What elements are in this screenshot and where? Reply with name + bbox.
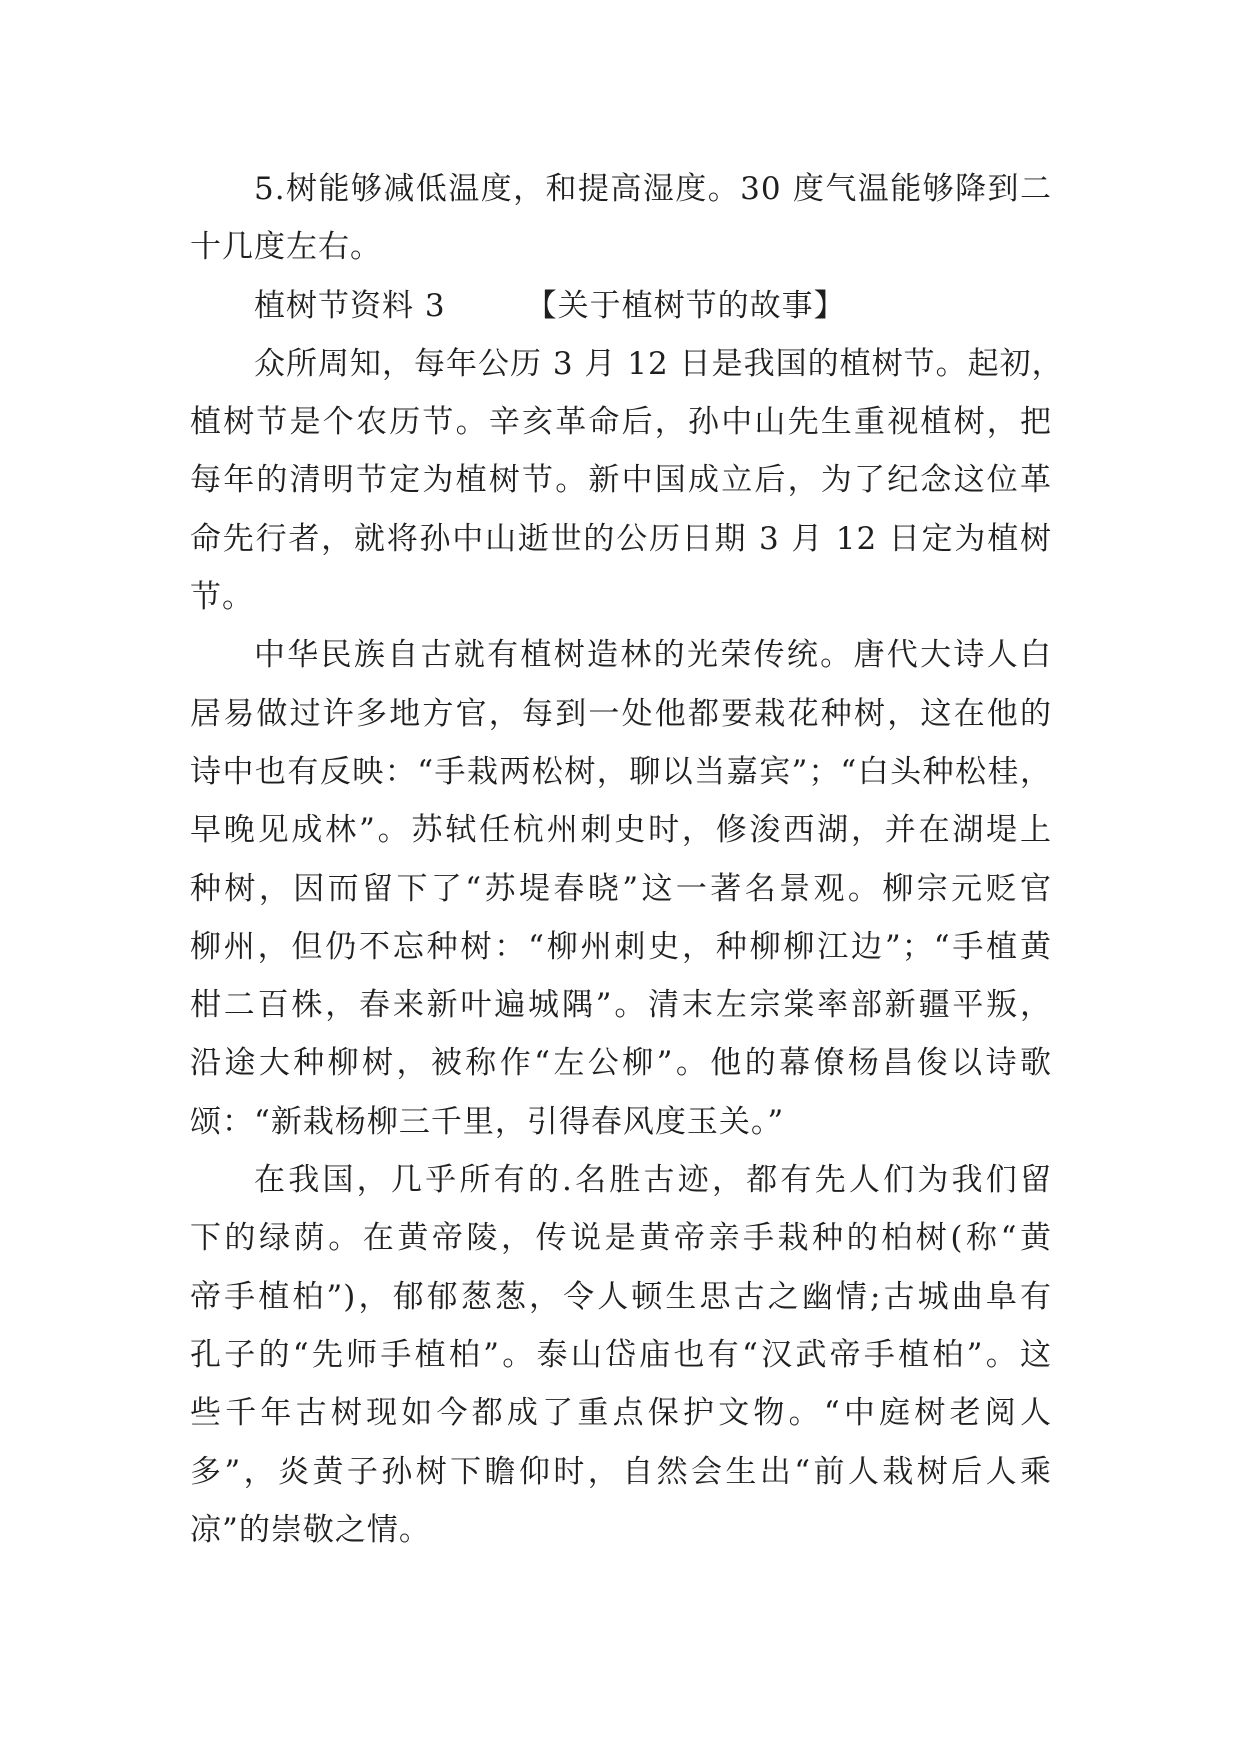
paragraph-line: 沿途大种柳树，被称作“左公柳”。他的幕僚杨昌俊以诗歌 (190, 1045, 1052, 1082)
document-page (190, 160, 1064, 1559)
paragraph-line: 在我国，几乎所有的.名胜古迹，都有先人们为我们留 (254, 1162, 1052, 1199)
paragraph-line: 多”，炎黄子孙树下瞻仰时，自然会生出“前人栽树后人乘 (190, 1453, 1052, 1490)
paragraph-arbor-day-origin (190, 335, 1064, 626)
paragraph-tree-benefit (190, 160, 1052, 277)
paragraph-line: 居易做过许多地方官，每到一处他都要栽花种树，这在他的 (190, 695, 1052, 732)
paragraph-line: 5.树能够减低温度，和提高湿度。30 度气温能够降到二 (254, 171, 1052, 207)
paragraph-line: 众所周知，每年公历 3 月 12 日是我国的植树节。起初， (254, 345, 1064, 382)
paragraph-line: 每年的清明节定为植树节。新中国成立后，为了纪念这位革 (190, 462, 1052, 499)
paragraph-line: 早晚见成林”。苏轼任杭州刺史时，修浚西湖，并在湖堤上 (190, 812, 1052, 849)
paragraph-planting-tradition (190, 626, 1052, 1151)
paragraph-line: 些千年古树现如今都成了重点保护文物。“中庭树老阅人 (190, 1395, 1052, 1432)
section-heading-label: 植树节资料 3 (254, 287, 446, 324)
paragraph-line: 诗中也有反映：“手栽两松树，聊以当嘉宾”；“白头种松桂， (190, 753, 1052, 790)
paragraph-line: 命先行者，就将孙中山逝世的公历日期 3 月 12 日定为植树 (190, 520, 1052, 557)
paragraph-line: 柳州，但仍不忘种树：“柳州刺史，种柳柳江边”；“手植黄 (190, 928, 1052, 965)
section-heading (190, 277, 1052, 335)
paragraph-line: 柑二百株，春来新叶遍城隅”。清末左宗棠率部新疆平叛， (190, 987, 1052, 1024)
paragraph-line: 颂：“新栽杨柳三千里，引得春风度玉关。” (190, 1103, 785, 1140)
paragraph-line: 凉”的崇敬之情。 (190, 1511, 431, 1548)
paragraph-line: 下的绿荫。在黄帝陵，传说是黄帝亲手栽种的柏树(称“黄 (190, 1220, 1052, 1257)
paragraph-line: 植树节是个农历节。辛亥革命后，孙中山先生重视植树，把 (190, 404, 1052, 441)
section-heading-title: 【关于植树节的故事】 (525, 287, 846, 324)
paragraph-line: 节。 (190, 579, 254, 616)
paragraph-line: 孔子的“先师手植柏”。泰山岱庙也有“汉武帝手植柏”。这 (190, 1336, 1052, 1373)
paragraph-line: 帝手植柏”)，郁郁葱葱，令人顿生思古之幽情;古城曲阜有 (190, 1278, 1052, 1315)
paragraph-historic-trees (190, 1151, 1052, 1559)
paragraph-line: 种树，因而留下了“苏堤春晓”这一著名景观。柳宗元贬官 (190, 870, 1052, 907)
paragraph-line: 中华民族自古就有植树造林的光荣传统。唐代大诗人白 (254, 637, 1052, 674)
paragraph-line: 十几度左右。 (190, 229, 382, 266)
